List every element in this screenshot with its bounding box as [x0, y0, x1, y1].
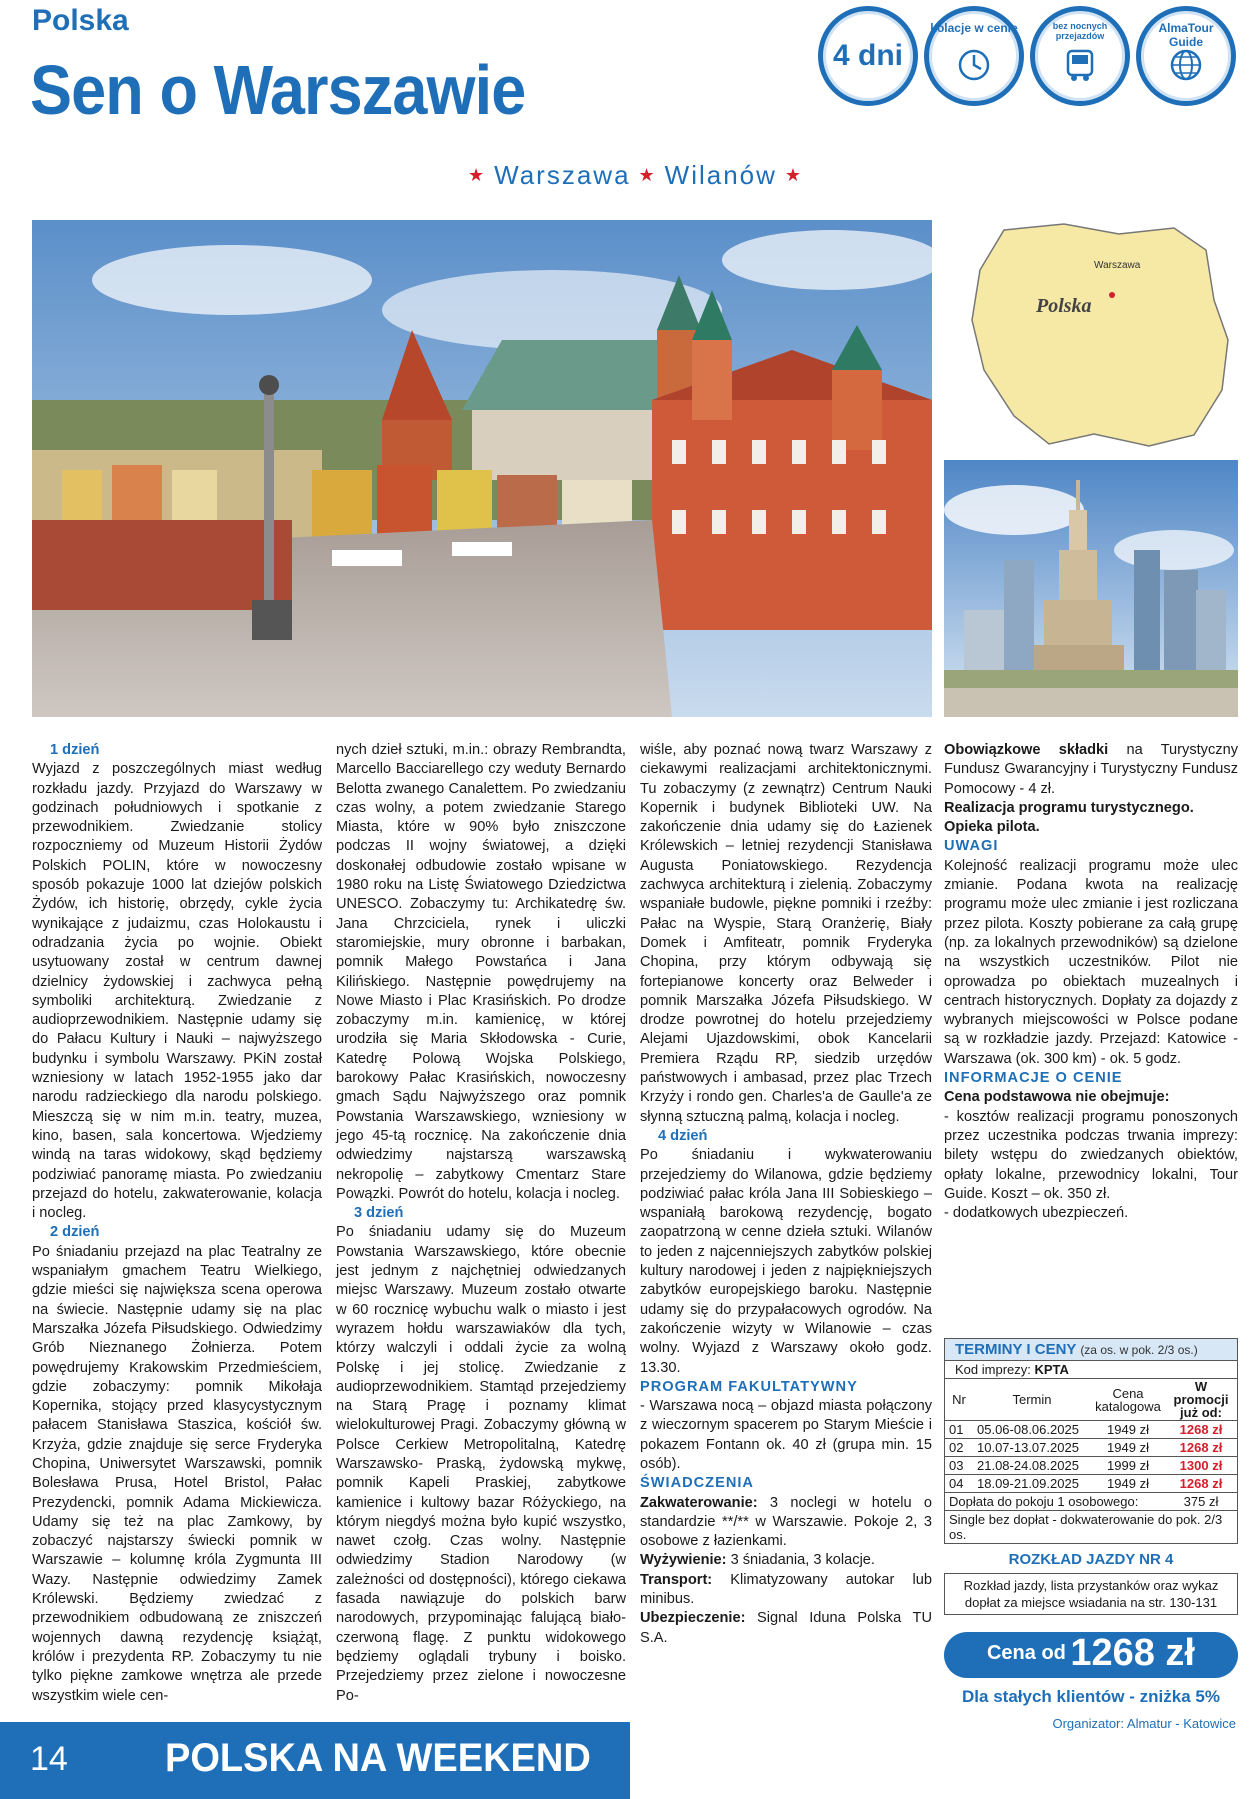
row-promo: 1268 zł	[1165, 1421, 1237, 1439]
route-city: Wilanów	[664, 160, 777, 190]
price-pill	[944, 1632, 1238, 1678]
insurance-text: Signal Iduna Polska TU S.A.	[640, 1610, 932, 1646]
fees-line	[944, 741, 1238, 799]
row-catalog: 1949 zł	[1091, 1421, 1165, 1439]
single-room-label: Dopłata do pokoju 1 osobowego:	[945, 1493, 1165, 1511]
food-text: 3 śniadania, 3 kolacje.	[726, 1552, 875, 1569]
info-column	[944, 741, 1238, 1223]
guide-badge	[1136, 6, 1236, 106]
row-nr: 01	[945, 1421, 973, 1439]
page-number: 14	[30, 1740, 68, 1778]
price-info-heading: INFORMACJE O CENIE	[944, 1070, 1123, 1087]
row-term: 18.09-21.09.2025	[973, 1475, 1091, 1493]
row-term: 21.08-24.08.2025	[973, 1457, 1091, 1475]
palace-of-culture-photo	[944, 460, 1238, 717]
realization-line: Realizacja programu turystycznego.	[944, 799, 1194, 816]
accommodation-line	[640, 1494, 932, 1552]
single-note-row	[945, 1511, 1237, 1544]
day2-heading: 2 dzień	[50, 1224, 100, 1241]
row-catalog: 1999 zł	[1091, 1457, 1165, 1475]
row-nr: 03	[945, 1457, 973, 1475]
old-town-photo	[32, 220, 932, 717]
day4-heading: 4 dzień	[658, 1127, 708, 1144]
day3-continued-text: wiśle, aby poznać nową twarz Warszawy z ciekawymi realizacjami architektonicznymi. Tu zobaczymy (z zewnątrz) Centrum Nauki Kopernik i budynek Biblioteki UW. Na zakończenie dnia udamy się do Łazienek Królewskich – letniej rezydencji Stanisława Augusta Poniatowskiego. Rezydencja zachwyca architekturą i zielenią. Zobaczymy wspaniałe budowle, piękne pomniki i rzeźby: Pałac na Wyspie, Starą Oranżerię, Biały Domek i Amfiteatr, pomnik Fryderyka Chopina, przy którym odbywają się fortepianowe koncerty oraz Belweder i pomnik Marszałka Józefa Piłsudskiego. W drodze powrotnej do hotelu przejedziemy Alejami Ujazdowskimi, obok Kancelarii Premiera Rządu RP, siedzib urzędów państwowych i ambasad, przez plac Trzech Krzyży i rondo gen. Charles'a de Gaulle'a ze słynną sztuczną palmą, kolacja i nocleg.	[640, 742, 932, 1125]
transport-label: Transport:	[640, 1571, 713, 1588]
insurance-label: Ubezpieczenie:	[640, 1610, 746, 1627]
col-catalog-header: Cena katalogowa	[1091, 1379, 1165, 1421]
table-row	[945, 1475, 1237, 1493]
route-line	[460, 160, 811, 191]
col-promo-header: W promocji już od:	[1165, 1379, 1237, 1421]
row-catalog: 1949 zł	[1091, 1475, 1165, 1493]
catalog-section-name: POLSKA NA WEEKEND	[165, 1736, 591, 1780]
organizer-line: Organizator: Almatur - Katowice	[1052, 1716, 1236, 1731]
day2-continued-text: nych dzieł sztuki, m.in.: obrazy Rembrandta, Marcello Bacciarellego czy weduty Bernardo Belotta zwanego Canalettem. Po zwiedzaniu czas wolny, a potem zwiedzanie Starego Miasta, które w 90% było zniszczone podczas II wojny światowej, a dzięki doskonałej odbudowie zostało wpisane w 1980 roku na Listę Światowego Dziedzictwa UNESCO. Zobaczymy tu: Archikatedrę św. Jana Chrzciciela, rynek i uliczki staromiejskie, mury obronne i barbakan, pomnik Małego Powstańca i Jana Kilińskiego. Następnie powędrujemy na Nowe Miasto i Plac Krasińskich. Po drodze zobaczymy m.in. kamienicę, w której urodziła się Maria Skłodowska - Curie, Katedrę Polową Wojska Polskiego, barokowy Pałac Krasińskich, nowoczesny gmach Sądu Najwyższego oraz pomnik Powstania Warszawskiego, wzniesiony w jego 45-tą rocznicę. Na zakończenie dnia odwiedzimy najstarszą warszawską nekropolię – zabytkowy Cmentarz Stare Powązki. Powrót do hotelu, kolacja i nocleg.	[336, 742, 626, 1202]
loyalty-discount: Dla stałych klientów - zniżka 5%	[962, 1687, 1220, 1706]
bus-icon	[1060, 45, 1100, 85]
map-city-label: Warszawa	[1094, 260, 1141, 271]
not-included-item: - dodatkowych ubezpieczeń.	[944, 1205, 1129, 1222]
single-room-value: 375 zł	[1165, 1493, 1237, 1511]
price-pill-value: 1268 zł	[1070, 1632, 1195, 1674]
not-included-heading: Cena podstawowa nie obejmuje:	[944, 1089, 1170, 1106]
feature-badges	[818, 6, 1236, 106]
single-room-note: Single bez dopłat - dokwaterowanie do pok. 2/3 os.	[945, 1511, 1237, 1544]
star-icon: ★	[468, 165, 487, 185]
dinner-badge	[924, 6, 1024, 106]
row-promo: 1268 zł	[1165, 1439, 1237, 1457]
table-row	[945, 1457, 1237, 1475]
days-badge	[818, 6, 918, 106]
star-icon: ★	[784, 165, 804, 185]
itinerary-column-2	[336, 741, 626, 1706]
day1-heading: 1 dzień	[50, 742, 100, 758]
tour-code	[945, 1360, 1237, 1378]
transport-text: Klimatyzowany autokar lub minibus.	[640, 1571, 932, 1608]
table-row	[945, 1439, 1237, 1457]
price-pill-label: Cena od	[986, 1642, 1066, 1664]
food-line	[640, 1551, 932, 1570]
col-term-header: Termin	[973, 1379, 1091, 1421]
optional-program-text: - Warszawa nocą – objazd miasta połączony z wieczornym spacerem po Starym Mieście i pokazem Fontann ok. 40 zł (grupa min. 15 osób).	[640, 1398, 932, 1472]
services-heading: ŚWIADCZENIA	[640, 1475, 754, 1492]
day2-text: Po śniadaniu przejazd na plac Teatralny ze wspaniałym gmachem Teatru Wielkiego, gdzie mieści się największa scena operowa na świecie. Następnie udamy się na plac Marszałka Józefa Piłsudskiego. Odwiedzimy Grób Nieznanego Żołnierza. Potem powędrujemy Krakowskim Przedmieściem, gdzie zobaczymy: pomnik Mikołaja Kopernika, stojący przed klasycystycznym pałacem Stanisława Staszica, kościół św. Krzyża, gdzie znajduje się serce Fryderyka Chopina, Uniwersytet Warszawski, pomnik Bolesława Prusa, Hotel Bristol, Pałac Prezydencki, pomnik Adama Mickiewicza. Udamy się też na plac Zamkowy, by zobaczyć najstarszy świecki pomnik w Warszawie – kolumnę króla Zygmunta III Wazy. Następnie odwiedzimy Zamek Królewski. Będziemy zwiedzać z przewodnikiem odbudowaną ze zniszczeń wojennych dawną rezydencję książąt, królów i prezydenta RP. Zobaczymy tu nie tylko piękne zamkowe wnętrza ale przede wszystkim wiele cen-	[32, 1243, 322, 1704]
row-nr: 04	[945, 1475, 973, 1493]
fees-text: na Turystyczny Fundusz Gwarancyjny i Turystyczny Fundusz Pomocowy - 4 zł.	[944, 742, 1238, 797]
dinner-badge-label: kolacje w cenie	[930, 21, 1018, 35]
globe-icon	[1166, 45, 1206, 85]
schedule-heading: ROZKŁAD JAZDY NR 4	[1008, 1551, 1174, 1568]
accommodation-label: Zakwaterowanie:	[640, 1494, 758, 1511]
no-night-badge	[1030, 6, 1130, 106]
guide-badge-label: AlmaTour Guide	[1158, 21, 1214, 49]
food-label: Wyżywienie:	[640, 1552, 727, 1569]
day4-text: Po śniadaniu i wykwaterowaniu przejedziemy do Wilanowa, gdzie będziemy podziwiać pałac króla Jana III Sobieskiego – wspaniałą barokową rezydencję, bogato zaopatrzoną w cenne dzieła sztuki. Wilanów to jeden z najcenniejszych zabytków polskiej kultury narodowej i jeden z najpiękniejszych zabytków europejskiego baroku. Następnie udamy się do przypałacowych ogrodów. Na zakończenie wizyty w Wilanowie – czas wolny. Wyjazd z Warszawy około godz. 13.30.	[640, 1147, 932, 1376]
row-promo: 1268 zł	[1165, 1475, 1237, 1493]
single-room-row	[945, 1493, 1237, 1511]
no-night-badge-label: bez nocnych przejazdów	[1052, 21, 1108, 41]
tour-code-value: KPTA	[1034, 1362, 1069, 1377]
transport-line	[640, 1571, 932, 1610]
price-table-title-text: TERMINY I CENY	[955, 1341, 1077, 1358]
pilot-line: Opieka pilota.	[944, 819, 1040, 836]
insurance-line	[640, 1609, 932, 1648]
footer-bar	[0, 1722, 630, 1799]
day3-heading: 3 dzień	[354, 1205, 404, 1222]
optional-program-heading: PROGRAM FAKULTATYWNY	[640, 1378, 858, 1395]
price-table	[944, 1338, 1238, 1544]
poland-map	[944, 220, 1238, 458]
itinerary-column-3	[640, 741, 932, 1648]
notes-heading: UWAGI	[944, 838, 999, 855]
itinerary-column-1	[32, 741, 322, 1706]
days-badge-label: 4 dni	[832, 39, 903, 72]
clock-icon	[954, 45, 994, 85]
route-city: Warszawa	[494, 160, 631, 190]
accommodation-text: 3 noclegi w hotelu o standardzie **/** w Warszawie. Pokoje 2, 3 osobowe z łazienkami.	[640, 1494, 932, 1550]
tour-code-label: Kod imprezy:	[955, 1362, 1031, 1377]
table-header-row	[945, 1379, 1237, 1421]
day3-text: Po śniadaniu udamy się do Muzeum Powstania Warszawskiego, które obecnie jest jednym z najchętniej odwiedzanych miejsc Warszawy. Muzeum zostało otwarte w 60 rocznicę wybuchu walk o miasto i jest wyrazem hołdu warszawiaków dla tych, którzy walczyli i oddali życie za wolną Polskę i jej stolicę. Zwiedzanie z audioprzewodnikiem. Stamtąd przejedziemy na Starą Pragę i poznamy klimat wielokulturowej Pragi. Zobaczymy główną w Polsce Cerkiew Metropolitalną, Katedrę Warszawsko- Praską, żydowską mykwę, pomnik Kapeli Praskiej, zabytkowe kamienice i kultowy bazar Różyckiego, na którym niegdyś można było kupić wszystko, nawet czołg. Czas wolny. Następnie odwiedzimy Stadion Narodowy (w zależności od dostępności), którego ciekawa fasada nawiązuje do polskich barw narodowych, przypominając falującą biało-czerwoną flagę. Z punktu widokowego będziemy oglądali trybuny i boisko. Przejedziemy przez zielone i nowoczesne Po-	[336, 1224, 626, 1704]
row-term: 05.06-08.06.2025	[973, 1421, 1091, 1439]
page-title: Sen o Warszawie	[30, 51, 526, 129]
row-term: 10.07-13.07.2025	[973, 1439, 1091, 1457]
fees-label: Obowiązkowe składki	[944, 742, 1109, 758]
star-icon: ★	[638, 165, 657, 185]
schedule-note: Rozkład jazdy, lista przystanków oraz wykaz dopłat za miejsce wsiadania na str. 130-131	[944, 1573, 1238, 1615]
price-table-title	[945, 1339, 1237, 1360]
row-catalog: 1949 zł	[1091, 1439, 1165, 1457]
table-row	[945, 1421, 1237, 1439]
col-nr-header: Nr	[945, 1379, 973, 1421]
not-included-item: - kosztów realizacji programu ponoszonych przez uczestnika podczas trwania imprezy: bilety wstępu do zwiedzanych obiektów, opłaty lokalne, przewodnicy lokalni, Tour Guide. Koszt – ok. 350 zł.	[944, 1108, 1238, 1202]
day1-text: Wyjazd z poszczególnych miast według rozkładu jazdy. Przyjazd do Warszawy w godzinach południowych i spotkanie z przewodnikiem. Zwiedzanie stolicy rozpoczniemy od Muzeum Historii Żydów Polskich POLIN, które w nowoczesny sposób pokazuje 1000 lat dziejów polskich Żydów, ich historię, obrzędy, cykle życia wynikające z judaizmu, czas Holokaustu i odradzania życia po wojnie. Obiekt usytuowany został w centrum dawnej dzielnicy żydowskiej i zachwyca pełną symboliki architekturą. Zwiedzanie z audioprzewodnikiem. Następnie udamy się do Pałacu Kultury i Nauki – najwyższego budynku i symbolu Warszawy. PKiN został wzniesiony w latach 1952-1955 jako dar narodu radzieckiego dla narodu polskiego. Mieszczą się w nim m.in. teatry, muzea, kino, basen, sala koncertowa. Wjedziemy windą na taras widokowy, skąd będziemy podziwiać panoramę miasta. Po zwiedzaniu przejazd do hotelu, zakwaterowanie, kolacja i nocleg.	[32, 761, 322, 1222]
country-label: Polska	[32, 4, 129, 37]
row-nr: 02	[945, 1439, 973, 1457]
row-promo: 1300 zł	[1165, 1457, 1237, 1475]
price-table-grid	[945, 1378, 1237, 1543]
notes-text: Kolejność realizacji programu może ulec zmianie. Podana kwota na realizację programu może ulec zmianie i jest rozliczana przez pilota. Koszty pobierane za całą grupę (np. za lokalnych przewodników) są dzielone na wszystkich uczestników. Pilot nie oprowadza po obiektach muzealnych i centrach historycznych. Dopłaty za dojazdy z wybranych miejscowości w Polsce podane są w rozkładzie jazdy. Przejazd: Katowice - Warszawa (ok. 300 km) - ok. 5 godz.	[944, 857, 1238, 1067]
map-country-label: Polska	[1036, 295, 1092, 317]
price-table-title-note: (za os. w pok. 2/3 os.)	[1080, 1343, 1198, 1357]
